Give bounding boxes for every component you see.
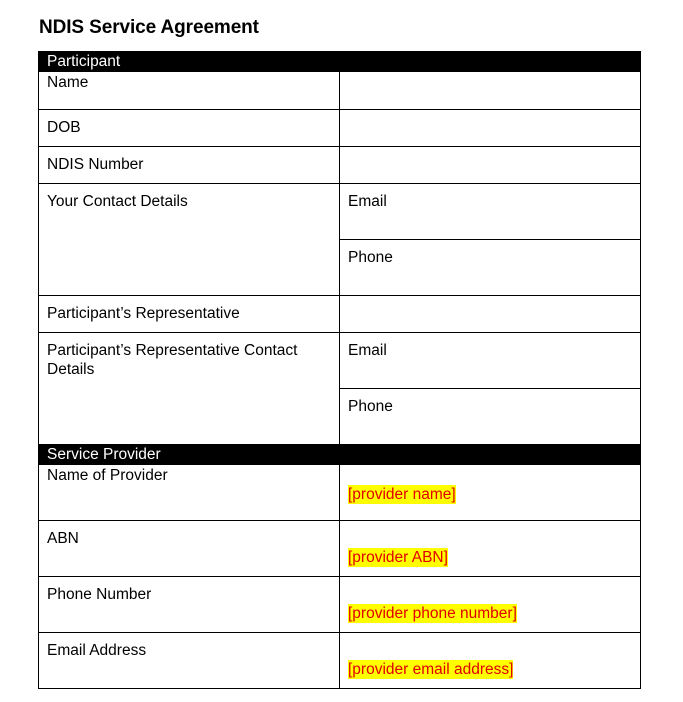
table-row-contact-email <box>39 184 641 240</box>
phone-label: Phone Number <box>39 577 340 633</box>
ndis-number-label: NDIS Number <box>39 147 340 184</box>
table-row-name <box>39 72 641 110</box>
service-agreement-table <box>38 51 641 689</box>
ndis-number-field[interactable] <box>340 147 641 184</box>
contact-email-label: Email <box>348 193 387 210</box>
email-label: Email Address <box>39 633 340 689</box>
provider-name-label: Name of Provider <box>39 465 340 521</box>
table-row-representative-email <box>39 333 641 389</box>
representative-phone-field[interactable] <box>340 389 641 445</box>
header-blank-cell <box>340 52 641 72</box>
phone-placeholder: [provider phone number] <box>348 605 517 622</box>
table-row-abn <box>39 521 641 577</box>
representative-phone-label: Phone <box>348 398 393 415</box>
abn-label: ABN <box>39 521 340 577</box>
email-placeholder: [provider email address] <box>348 661 514 678</box>
header-blank-cell <box>340 445 641 465</box>
provider-section-header <box>39 445 641 465</box>
contact-details-label: Your Contact Details <box>39 184 340 296</box>
phone-field[interactable] <box>340 577 641 633</box>
contact-phone-label: Phone <box>348 249 393 266</box>
table-row-dob <box>39 110 641 147</box>
dob-label: DOB <box>39 110 340 147</box>
representative-label: Participant’s Representative <box>39 296 340 333</box>
participant-section-label: Participant <box>39 52 340 72</box>
page-title: NDIS Service Agreement <box>39 17 259 38</box>
name-field[interactable] <box>340 72 641 110</box>
email-field[interactable] <box>340 633 641 689</box>
representative-contact-label: Participant’s Representative Contact Details <box>39 333 340 445</box>
representative-field[interactable] <box>340 296 641 333</box>
provider-section-label: Service Provider <box>39 445 340 465</box>
contact-email-field[interactable] <box>340 184 641 240</box>
table-row-phone <box>39 577 641 633</box>
representative-email-field[interactable] <box>340 333 641 389</box>
provider-name-placeholder: [provider name] <box>348 486 456 503</box>
representative-email-label: Email <box>348 342 387 359</box>
abn-placeholder: [provider ABN] <box>348 549 448 566</box>
name-label: Name <box>39 72 340 110</box>
contact-phone-field[interactable] <box>340 240 641 296</box>
table-row-ndis-number <box>39 147 641 184</box>
dob-field[interactable] <box>340 110 641 147</box>
abn-field[interactable] <box>340 521 641 577</box>
provider-name-field[interactable] <box>340 465 641 521</box>
participant-section-header <box>39 52 641 72</box>
table-row-email <box>39 633 641 689</box>
table-row-representative <box>39 296 641 333</box>
table-row-provider-name <box>39 465 641 521</box>
